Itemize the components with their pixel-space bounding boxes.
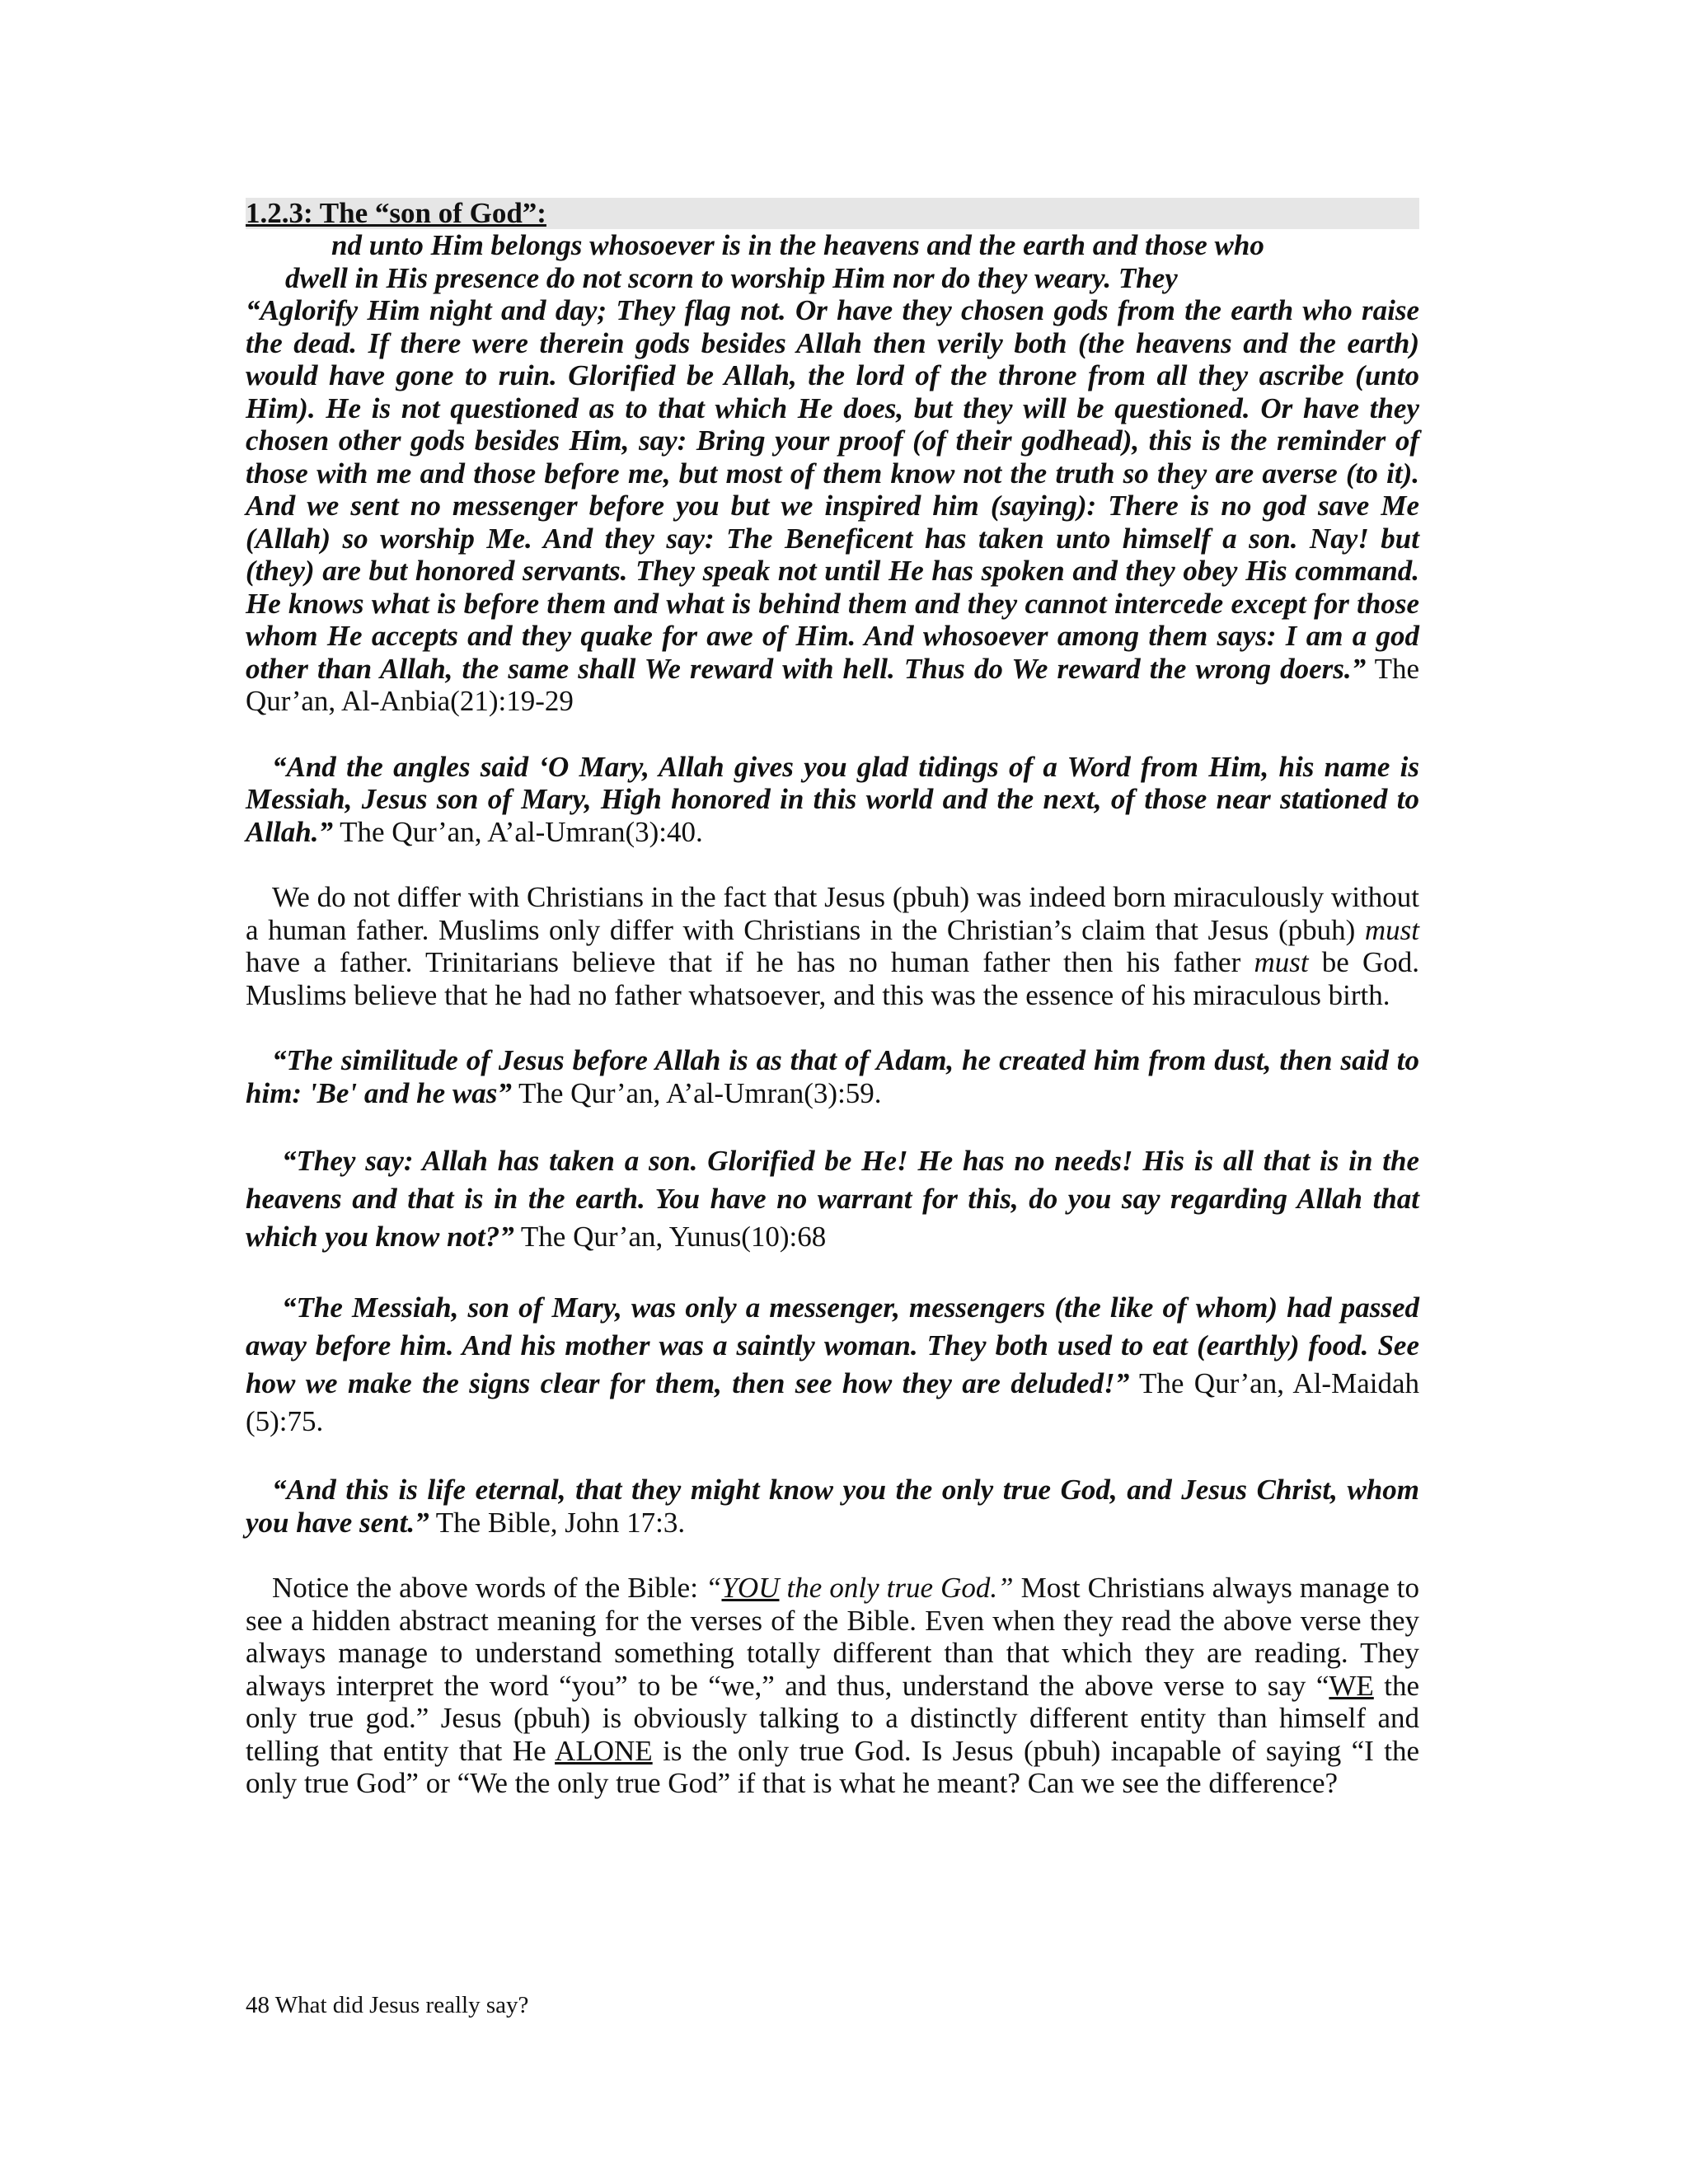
quote-yunus-citation: The Qur’an, Yunus(10):68 [513, 1221, 827, 1253]
quote-mark: “ [706, 1572, 722, 1604]
emphasis-you: YOU [721, 1572, 780, 1604]
quote-anbia-line2: dwell in His presence do not scorn to worship Him nor do they weary. They [285, 261, 1178, 294]
quote-umran-40-text: “And the angles said ‘O Mary, Allah gives you glad tidings of a Word from Him, his name is Messiah, Jesus son of Mary, High honored in this world and the next, of those near stationed to Allah.” [246, 750, 1419, 848]
emphasis-must: must [1364, 913, 1419, 946]
quote-maidah-text: “The Messiah, son of Mary, was only a messenger, messengers (the like of whom) had passed away before him. And his mother was a saintly woman. They both used to eat (earthly) food. See how we make the signs clear for them, then see how they are deluded!” [246, 1291, 1419, 1399]
paragraph-miraculous-birth [246, 881, 1419, 1011]
quote-maidah [246, 1289, 1419, 1441]
quote-anbia-body [246, 294, 1419, 718]
paragraph-text: have a father. Trinitarians believe that if he has no human father then his father [246, 946, 1254, 978]
quote-umran-40 [246, 751, 1419, 849]
quote-john-citation: The Bible, John 17:3. [429, 1506, 686, 1539]
emphasis-alone: ALONE [555, 1734, 653, 1767]
emphasis-must: must [1254, 946, 1309, 978]
quote-anbia-text: “Aglorify Him night and day; They flag not. Or have they chosen gods from the earth who raise the dead. If there were therein gods besides Allah then verily both (the heavens and the earth) would have gone to ruin. Glorified be Allah, the lord of the throne from all they ascribe (unto Him). He is not questioned as to that which He does, but they will be questioned. Or have they chosen other gods besides Him, say: Bring your proof (of their godhead), this is the reminder of those with me and those before me, but most of them know not the truth so they are averse (to it). And we sent no messenger before you but we inspired him (saying): There is no god save Me (Allah) so worship Me. And they say: The Beneficent has taken unto himself a son. Nay! but (they) are but honored servants. They speak not until He has spoken and they obey His command. He knows what is before them and what is behind them and they cannot intercede except for those whom He accepts and they quake for awe of Him. And whosoever among them says: I am a god other than Allah, the same shall We reward with hell. Thus do We reward the wrong doers.” [246, 294, 1419, 685]
emphasis-we: WE [1329, 1669, 1374, 1702]
quote-john [246, 1474, 1419, 1539]
quote-yunus-text: “They say: Allah has taken a son. Glorified be He! He has no needs! His is all that is in the heavens and that is in the earth. You have no warrant for this, do you say regarding Allah that which you know not?” [246, 1145, 1419, 1253]
quote-umran-59-text: “The similitude of Jesus before Allah is as that of Adam, he created him from dust, then said to him: 'Be' and he was” [246, 1044, 1419, 1109]
paragraph-text: is the only true God. Is Jesus (pbuh) incapable of saying “I the only true God” or “We the only true God” if that is what he meant? Can we see the difference? [246, 1734, 1419, 1799]
quote-umran-59 [246, 1044, 1419, 1109]
paragraph-text: We do not differ with Christians in the fact that Jesus (pbuh) was indeed born miraculously without a human father. Muslims only differ with Christians in the Christian’s claim that Jesus (pbuh) [246, 881, 1419, 946]
paragraph-text: Most Christians always manage to see a hidden abstract meaning for the verses of the Bible. Even when they read the above verse they always manage to understand something totally different than that which they are reading. They always interpret the word “you” to be “we,” and thus, understand the above verse to say “ [246, 1572, 1420, 1702]
paragraph-text: be God. Muslims believe that he had no father whatsoever, and this was the essence of his miraculous birth. [246, 946, 1419, 1011]
paragraph-text: the only true god.” Jesus (pbuh) is obviously talking to a distinctly different entity than himself and telling that entity that He [246, 1669, 1419, 1767]
page-content [246, 198, 1419, 1800]
section-heading: 1.2.3: The “son of God”: [246, 198, 1419, 229]
quote-anbia-line1: nd unto Him belongs whosoever is in the heavens and the earth and those who [331, 229, 1264, 261]
quote-maidah-citation: The Qur’an, Al-Maidah (5):75. [246, 1367, 1419, 1437]
quote-john-text: “And this is life eternal, that they might know you the only true God, and Jesus Christ, whom you have sent.” [246, 1474, 1419, 1539]
page-footer: 48 What did Jesus really say? [246, 1992, 529, 2018]
quote-anbia-citation: The Qur’an, Al-Anbia(21):19-29 [246, 652, 1419, 717]
quote-umran-59-citation: The Qur’an, A’al-Umran(3):59. [511, 1076, 882, 1109]
paragraph-only-true-god [246, 1572, 1419, 1800]
quote-umran-40-citation: The Qur’an, A’al-Umran(3):40. [333, 815, 703, 848]
paragraph-text: Notice the above words of the Bible: [272, 1572, 706, 1604]
quote-yunus [246, 1142, 1419, 1256]
quoted-phrase: the only true God.” [779, 1572, 1014, 1604]
